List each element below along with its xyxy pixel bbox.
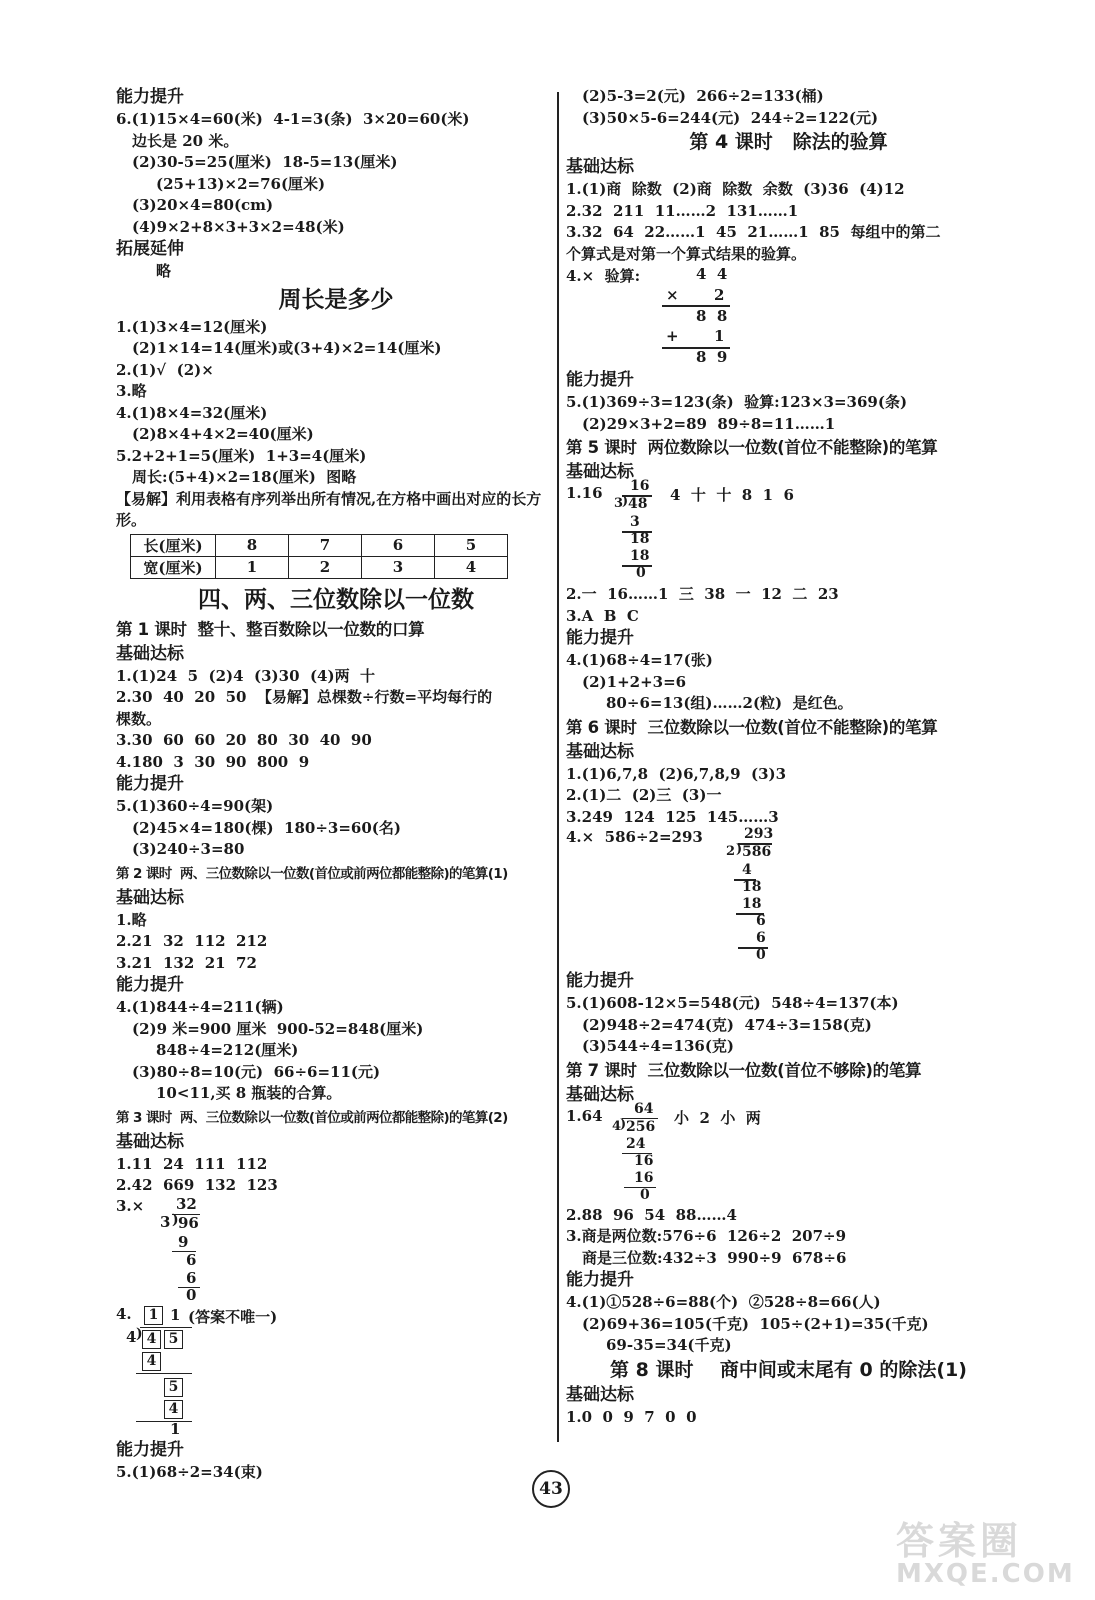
table-cell: 8 bbox=[216, 534, 289, 556]
table-header: 长(厘米) bbox=[131, 534, 216, 556]
step-value: 4 bbox=[742, 862, 752, 878]
step-value: 0 bbox=[636, 565, 646, 581]
answer-line: 3.A B C bbox=[566, 606, 639, 625]
unit-title: 四、两、三位数除以一位数 bbox=[198, 586, 474, 613]
table-cell: 5 bbox=[435, 534, 508, 556]
step-value: 18 bbox=[630, 548, 650, 564]
answer-line: 5.(1)68÷2=34(束) bbox=[116, 1462, 263, 1481]
answer-line: 3.× bbox=[116, 1196, 145, 1215]
dividend: 48 bbox=[628, 496, 648, 512]
answer-line: 2.30 40 20 50 【易解】总棵数÷行数=平均每行的 bbox=[116, 688, 493, 706]
step-value: 0 bbox=[756, 947, 766, 963]
answer-line: 5.(1)360÷4=90(架) bbox=[116, 797, 274, 815]
answer-line: 2.42 669 132 123 bbox=[116, 1176, 278, 1194]
answer-line: 5.2+2+1=5(厘米) 1+3=4(厘米) bbox=[116, 446, 367, 465]
answer-line: (2)1+2+3=6 bbox=[582, 672, 687, 691]
digit-box: 1 bbox=[144, 1306, 163, 1325]
section-heading: 基础达标 bbox=[566, 1384, 634, 1405]
watermark-url: MXQE.COM bbox=[896, 1559, 1075, 1589]
section-heading: 能力提升 bbox=[116, 1439, 184, 1460]
box-division-puzzle bbox=[116, 1305, 556, 1439]
bracket-icon: ) bbox=[620, 1116, 627, 1132]
answer-line: 周长:(5+4)×2=18(厘米) 图略 bbox=[132, 468, 357, 486]
section-heading: 能力提升 bbox=[566, 628, 634, 648]
answer-line: 2.(1)二 (2)三 (3)一 bbox=[566, 786, 722, 804]
bracket-icon: ) bbox=[172, 1211, 179, 1228]
long-division bbox=[566, 828, 1011, 970]
section-heading: 基础达标 bbox=[116, 887, 184, 908]
step-value: 16 bbox=[634, 1169, 654, 1186]
answer-line: 2.一 16……1 三 38 一 12 二 23 bbox=[566, 585, 839, 603]
answer-line: (3)20×4=80(cm) bbox=[132, 196, 274, 214]
section-heading: 能力提升 bbox=[116, 87, 184, 107]
lesson-title: 第 7 课时 三位数除以一位数(首位不够除)的笔算 bbox=[566, 1060, 922, 1080]
lesson-title: 第 4 课时 除法的验算 bbox=[689, 131, 888, 153]
left-column bbox=[116, 86, 556, 1483]
quotient: 293 bbox=[744, 826, 774, 842]
lesson-title: 第 6 课时 三位数除以一位数(首位不能整除)的笔算 bbox=[566, 717, 938, 737]
bracket-icon: ) bbox=[136, 1325, 143, 1342]
lesson-title: 第 5 课时 两位数除以一位数(首位不能整除)的笔算 bbox=[566, 438, 938, 457]
page-number: 43 bbox=[532, 1470, 570, 1508]
answer-line: 4.180 3 30 90 800 9 bbox=[116, 752, 310, 771]
answer-line: 1.11 24 111 112 bbox=[116, 1154, 268, 1173]
answer-line: 3.21 132 21 72 bbox=[116, 953, 257, 972]
quotient-digit: 1 bbox=[170, 1305, 181, 1324]
table-cell: 2 bbox=[289, 556, 362, 578]
answer-line: (2)29×3+2=89 89÷8=11……1 bbox=[582, 414, 836, 433]
divisor: 4 bbox=[126, 1327, 137, 1346]
watermark-text: 答案圈 bbox=[896, 1519, 1023, 1563]
answer-line: (2)9 米=900 厘米 900-52=848(厘米) bbox=[132, 1019, 424, 1038]
step-value: 6 bbox=[186, 1268, 197, 1287]
long-division bbox=[566, 478, 1011, 584]
factor: 2 bbox=[714, 286, 725, 304]
step-bar bbox=[136, 1373, 192, 1375]
step-value: 0 bbox=[640, 1186, 650, 1203]
answer-line: 10<11,买 8 瓶装的合算。 bbox=[156, 1084, 342, 1102]
answer-line: 848÷4=212(厘米) bbox=[156, 1041, 299, 1059]
table-header: 宽(厘米) bbox=[131, 556, 216, 578]
lesson-title: 第 1 课时 整十、整百数除以一位数的口算 bbox=[116, 619, 425, 639]
section-heading: 基础达标 bbox=[116, 643, 184, 664]
answer-line: (2)948÷2=474(克) 474÷3=158(克) bbox=[582, 1015, 872, 1034]
digit-box: 4 bbox=[142, 1352, 161, 1371]
lesson-title: 第 3 课时 两、三位数除以一位数(首位或前两位都能整除)的笔算(2) bbox=[116, 1109, 508, 1126]
step-value: 6 bbox=[756, 913, 766, 929]
divisor: 3 bbox=[160, 1212, 171, 1231]
digit-box: 4 bbox=[142, 1330, 161, 1349]
answer-line: 2.88 96 54 88……4 bbox=[566, 1205, 737, 1224]
step-value: 6 bbox=[756, 930, 766, 946]
dividend: 96 bbox=[178, 1213, 199, 1232]
section-heading: 能力提升 bbox=[566, 1270, 634, 1290]
answer-line: 边长是 20 米。 bbox=[132, 131, 239, 150]
step-value: 18 bbox=[742, 896, 762, 912]
answer-line: (3)50×5-6=244(元) 244÷2=122(元) bbox=[582, 108, 879, 127]
answer-line: 5.(1)608-12×5=548(元) 548÷4=137(本) bbox=[566, 994, 899, 1012]
step-value: 16 bbox=[634, 1152, 654, 1169]
answer-line: 1.(1)商 除数 (2)商 除数 余数 (3)36 (4)12 bbox=[566, 180, 905, 198]
answer-line: 个算式是对第一个算式结果的验算。 bbox=[566, 244, 807, 263]
answer-line: 80÷6=13(组)……2(粒) 是红色。 bbox=[606, 694, 853, 712]
answer-line: (2)45×4=180(棵) 180÷3=60(名) bbox=[132, 818, 401, 837]
section-heading: 基础达标 bbox=[566, 741, 634, 762]
answer-line: 商是三位数:432÷3 990÷9 678÷6 bbox=[582, 1248, 847, 1267]
multiplication-check bbox=[566, 265, 1011, 369]
answer-line: 3.249 124 125 145……3 bbox=[566, 807, 779, 826]
addend: 1 bbox=[714, 327, 725, 345]
answer-line: (2)69+36=105(千克) 105÷(2+1)=35(千克) bbox=[582, 1314, 929, 1333]
answer-line: 4.× 验算: bbox=[566, 267, 641, 285]
explanation-note: 【易解】利用表格有序列举出所有情况,在方格中画出对应的长方形。 bbox=[116, 489, 542, 529]
step-value: 24 bbox=[626, 1135, 646, 1152]
lesson-title-perimeter: 周长是多少 bbox=[278, 286, 394, 313]
result: 8 9 bbox=[696, 348, 728, 366]
bracket-icon: ) bbox=[622, 494, 629, 509]
quotient: 64 bbox=[634, 1100, 654, 1117]
answer-line: 1.0 0 9 7 0 0 bbox=[566, 1407, 697, 1426]
lesson-title: 第 2 课时 两、三位数除以一位数(首位或前两位都能整除)的笔算(1) bbox=[116, 865, 508, 882]
answer-line: 小 2 小 两 bbox=[674, 1108, 761, 1127]
step-value: 6 bbox=[186, 1250, 197, 1269]
answer-line: 69-35=34(千克) bbox=[606, 1336, 732, 1354]
answer-line: (2)1×14=14(厘米)或(3+4)×2=14(厘米) bbox=[132, 339, 442, 357]
answer-line: 1.(1)24 5 (2)4 (3)30 (4)两 十 bbox=[116, 666, 376, 685]
lesson-title: 第 8 课时 商中间或末尾有 0 的除法(1) bbox=[610, 1358, 967, 1381]
step-bar bbox=[136, 1421, 192, 1423]
answer-line: 略 bbox=[156, 262, 172, 280]
answer-line: 4 十 十 8 1 6 bbox=[670, 486, 794, 504]
answer-line: 1.(1)6,7,8 (2)6,7,8,9 (3)3 bbox=[566, 764, 787, 783]
step-value: 1 bbox=[170, 1419, 181, 1438]
divisor: 2 bbox=[726, 844, 736, 859]
answer-line: 6.(1)15×4=60(米) 4-1=3(条) 3×20=60(米) bbox=[116, 110, 470, 128]
product: 8 8 bbox=[696, 307, 728, 325]
column-divider bbox=[557, 92, 559, 1442]
answer-line: 棵数。 bbox=[116, 709, 162, 728]
section-heading: 拓展延伸 bbox=[116, 239, 184, 259]
factor: 4 4 bbox=[696, 265, 728, 283]
section-heading: 基础达标 bbox=[566, 1084, 634, 1105]
answer-line: 3.商是两位数:576÷6 126÷2 207÷9 bbox=[566, 1227, 847, 1245]
answer-line: 4.(1)844÷4=211(辆) bbox=[116, 998, 284, 1016]
answer-line: (2)8×4+4×2=40(厘米) bbox=[132, 425, 314, 443]
answer-line: 1.64 bbox=[566, 1106, 603, 1125]
right-column bbox=[566, 86, 1011, 1428]
section-heading: 能力提升 bbox=[116, 774, 184, 794]
digit-box: 5 bbox=[164, 1330, 183, 1349]
answer-line: 4.(1)68÷4=17(张) bbox=[566, 651, 713, 669]
step-value: 18 bbox=[742, 879, 762, 895]
digit-box: 5 bbox=[164, 1378, 183, 1397]
answer-line: 5.(1)369÷3=123(条) 验算:123×3=369(条) bbox=[566, 393, 908, 411]
table-cell: 1 bbox=[216, 556, 289, 578]
answer-line: (3)544÷4=136(克) bbox=[582, 1037, 735, 1055]
answer-line: 2.(1)√ (2)× bbox=[116, 360, 214, 379]
answer-line: 4.× 586÷2=293 bbox=[566, 828, 703, 846]
answer-line: 1.16 bbox=[566, 484, 603, 502]
table-cell: 7 bbox=[289, 534, 362, 556]
watermark-logo bbox=[896, 1510, 1076, 1590]
answer-line: (4)9×2+8×3+3×2=48(米) bbox=[132, 217, 345, 236]
section-heading: 基础达标 bbox=[116, 1131, 184, 1152]
table-cell: 3 bbox=[362, 556, 435, 578]
note-text: (答案不唯一) bbox=[188, 1307, 278, 1326]
divisor: 4 bbox=[612, 1118, 622, 1134]
answer-line: (2)5-3=2(元) 266÷2=133(桶) bbox=[582, 87, 824, 105]
section-heading: 能力提升 bbox=[116, 975, 184, 995]
answer-line: 2.32 211 11……2 131……1 bbox=[566, 201, 799, 220]
divisor: 3 bbox=[614, 496, 624, 511]
dividend: 586 bbox=[742, 844, 772, 860]
answer-line: 3.32 64 22……1 45 21……1 85 每组中的第二 bbox=[566, 223, 941, 241]
answer-line: (3)240÷3=80 bbox=[132, 840, 245, 858]
answer-line: 1.略 bbox=[116, 910, 147, 929]
long-division bbox=[116, 1194, 556, 1305]
step-value: 9 bbox=[178, 1232, 189, 1251]
answer-line: 4.(1)8×4=32(厘米) bbox=[116, 403, 268, 422]
step-value: 0 bbox=[186, 1285, 197, 1304]
section-heading: 能力提升 bbox=[566, 370, 634, 390]
section-heading: 能力提升 bbox=[566, 971, 634, 991]
table-cell: 6 bbox=[362, 534, 435, 556]
answer-line: (3)80÷8=10(元) 66÷6=11(元) bbox=[132, 1062, 381, 1081]
answer-line: 4. bbox=[116, 1304, 132, 1323]
table-cell: 4 bbox=[435, 556, 508, 578]
operator: + bbox=[666, 327, 679, 345]
dividend: 256 bbox=[626, 1118, 656, 1135]
operator: × bbox=[666, 286, 679, 304]
quotient: 32 bbox=[176, 1194, 197, 1213]
length-width-table bbox=[130, 534, 508, 579]
section-heading: 基础达标 bbox=[566, 157, 634, 177]
answer-line: 1.(1)3×4=12(厘米) bbox=[116, 317, 268, 336]
step-value: 18 bbox=[630, 531, 650, 547]
answer-line: (25+13)×2=76(厘米) bbox=[156, 174, 326, 193]
answer-line: (2)30-5=25(厘米) 18-5=13(厘米) bbox=[132, 153, 398, 171]
quotient: 16 bbox=[630, 478, 650, 494]
long-division bbox=[566, 1100, 1011, 1205]
digit-box: 4 bbox=[164, 1400, 183, 1419]
step-value: 3 bbox=[630, 514, 640, 530]
bracket-icon: ) bbox=[736, 842, 743, 857]
answer-line: 3.30 60 60 20 80 30 40 90 bbox=[116, 731, 372, 749]
answer-line: 4.(1)①528÷6=88(个) ②528÷8=66(人) bbox=[566, 1293, 881, 1311]
section-heading: 基础达标 bbox=[566, 462, 634, 482]
answer-line: 2.21 32 112 212 bbox=[116, 932, 268, 950]
answer-line: 3.略 bbox=[116, 382, 147, 400]
